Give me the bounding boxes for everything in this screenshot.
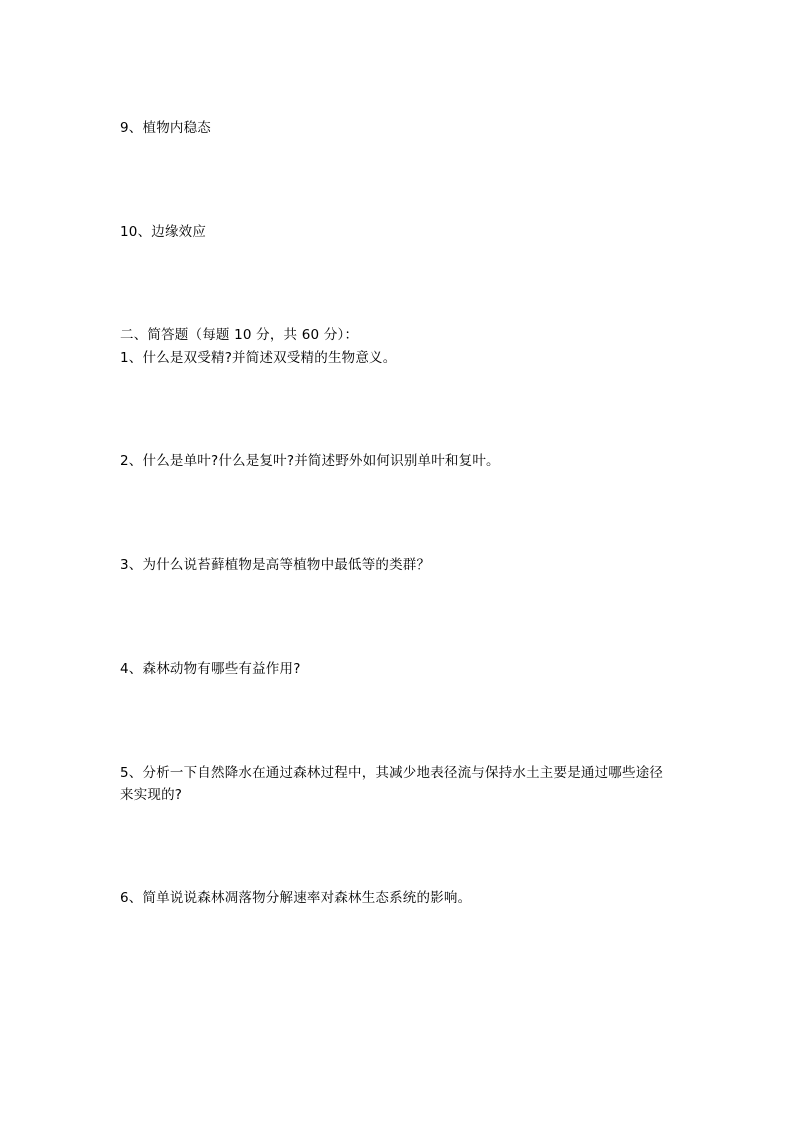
question-3: 3、为什么说苔藓植物是高等植物中最低等的类群？ bbox=[120, 557, 431, 573]
section-heading: 二、简答题（每题 10 分，共 60 分）： bbox=[120, 327, 359, 343]
question-4: 4、森林动物有哪些有益作用? bbox=[120, 661, 301, 677]
question-6: 6、简单说说森林凋落物分解速率对森林生态系统的影响。 bbox=[120, 890, 472, 906]
definition-item-10: 10、边缘效应 bbox=[120, 224, 207, 240]
question-5-line-1: 5、分析一下自然降水在通过森林过程中，其减少地表径流与保持水土主要是通过哪些途径 bbox=[120, 765, 664, 781]
question-1: 1、什么是双受精?并简述双受精的生物意义。 bbox=[120, 350, 397, 366]
definition-item-9: 9、植物内稳态 bbox=[120, 120, 211, 136]
question-5-line-2: 来实现的? bbox=[120, 787, 183, 803]
question-2: 2、什么是单叶?什么是复叶?并简述野外如何识别单叶和复叶。 bbox=[120, 453, 500, 469]
